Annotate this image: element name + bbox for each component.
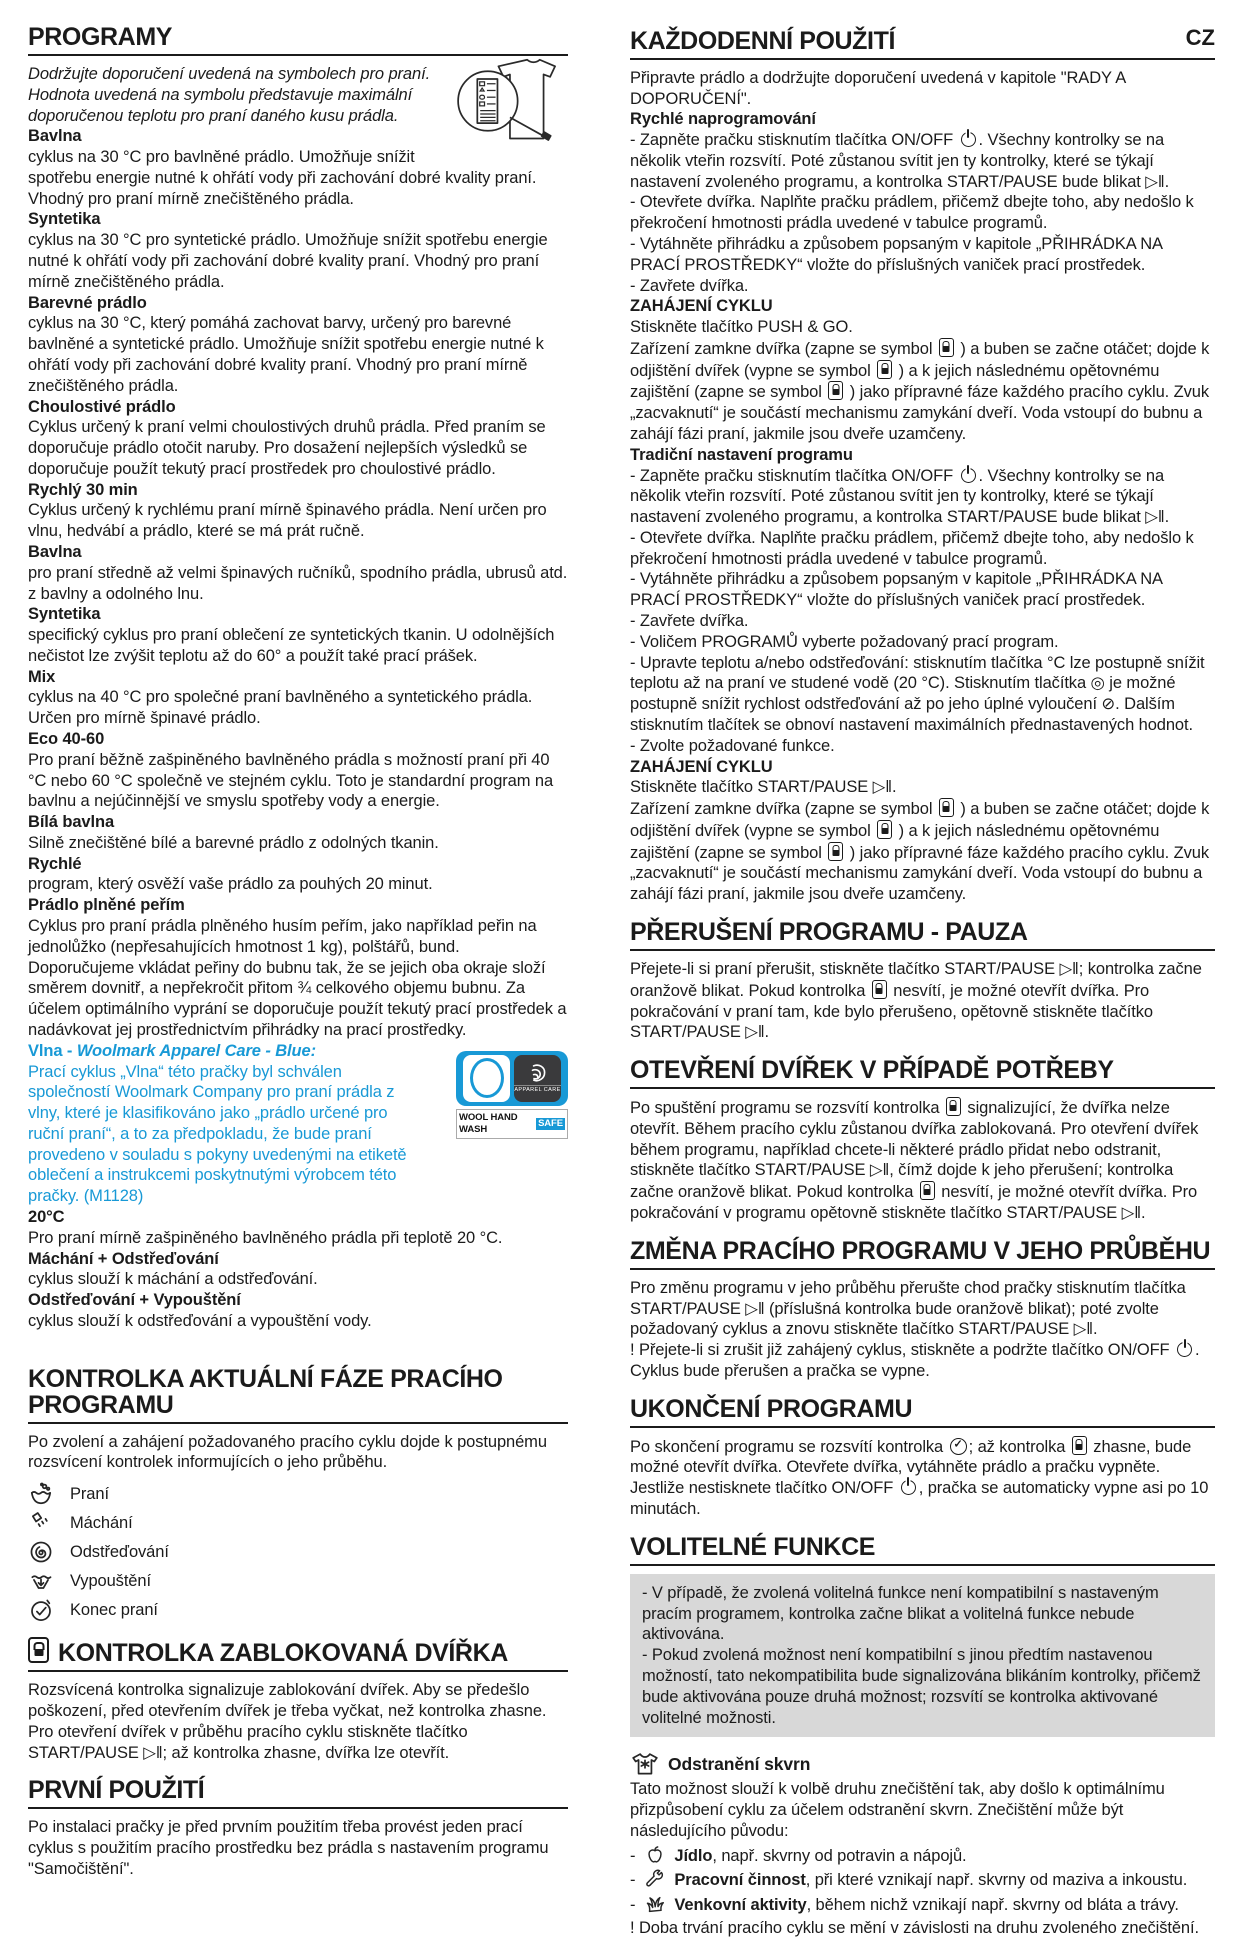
door-lock-section-title: KONTROLKA ZABLOKOVANÁ DVÍŘKA — [28, 1637, 568, 1672]
program-item: Eco 40-60 Pro praní běžně zašpiněného bavlněného prádla s možností praní při 40 °C nebo 60 °C společně ve stejném cyklu. Toto je standardní program na bavlnu a nejúčinnější ve smyslu spotřeby vody a energie. — [28, 730, 554, 811]
trad-step: - Upravte teplotu a/nebo odstřeďování: stisknutím tlačítka °C lze postupně snížit teplotu až na praní ve studené vodě (20 °C). Stisknutím tlačítka ◎ je možné postupně snížit rychlost odstřeďování až po jeho úplné vyloučení ⊘. Dalším stisknutím tlačítek se obnoví nastavení maximálních přednastavených hodnot. — [630, 653, 1205, 734]
first-use-title: PRVNÍ POUŽITÍ — [28, 1777, 568, 1809]
end-title: UKONČENÍ PROGRAMU — [630, 1396, 1215, 1428]
stain-intro: Tato možnost slouží k volbě druhu znečištění tak, aby došlo k optimálnímu přizpůsobení cyklu za účelem odstranění skvrn. Znečištění může být následujícího původu: — [630, 1780, 1165, 1840]
programs-title: PROGRAMY — [28, 24, 568, 56]
phase-section-intro: Po zvolení a zahájení požadovaného pracího cyklu dojde k postupnému rozsvícení kontrolek informujících o jeho průběhu. — [28, 1432, 547, 1472]
lock-icon — [872, 980, 887, 999]
cycle-start2-body: Zařízení zamkne dvířka (zapne se symbol ) a buben se začne otáčet; dojde k odjištění dvířek (vypne se symbol ) a k jejich následnému opětovnému zajištění (zapne se symbol ) jako přípravné fáze každého pracího cyklu. Zvuk „zacvaknutí“ je součástí mechanismu zamykání dveří. Voda vstoupí do bubnu a zahájí fázi praní, jakmile jsou dveře uzamčeny. — [630, 800, 1210, 904]
quick-step: - Zavřete dvířka. — [630, 276, 749, 295]
program-item: Syntetika cyklus na 30 °C pro syntetické prádlo. Umožňuje snížit spotřebu energie nutné k ohřátí vody při zachování dobré kvality praní. Vhodný pro praní mírně znečištěného prádla. — [28, 210, 548, 291]
care-label-tshirt-icon — [450, 54, 568, 150]
cycle-start-subhead: ZAHÁJENÍ CYKLU — [630, 297, 773, 316]
end-body: Po skončení programu se rozsvítí kontrolka ✓; až kontrolka zhasne, bude možné otevřít dvířka. Otevřete dvířka, vytáhněte prádlo a pračku vypněte. Jestliže nestisknete tlačítko ON/OFF , pračka se automaticky vypne asi po 10 minutách. — [630, 1436, 1215, 1520]
program-item: Prádlo plněné peřím Cyklus pro praní prádla plněného husím peřím, jako například peřin na jednolůžko (nepřesahujících hmotnost 1 kg), polštářů, bund. Doporučujeme vkládat peřiny do bubnu tak, že se jejich oba okraje složí směrem dovnitř, a nepřekročit přitom ¾ celkového objemu bubnu. Za účelem optimálního vyprání se doporučuje použít tekutý prací prostředek a nadávkovat jej prostřednictvím přihrádky na prací prostředky. — [28, 896, 567, 1039]
cycle-start2-subhead: ZAHÁJENÍ CYKLU — [630, 757, 773, 776]
trad-step: - Zavřete dvířka. — [630, 612, 749, 631]
country-code: CZ — [1185, 25, 1215, 50]
door-open-body: Po spuštění programu se rozsvítí kontrolka signalizující, že dvířka nelze otevřít. Během pracího cyklu zůstanou dvířka zablokovaná. Pro otevření dvířek během programu, například chcete-li některé prádlo přidat nebo odstranit, stiskněte tlačítko START/PAUSE ▷‖, čímž dojde k jeho přerušení; kontrolka začne oranžově blikat. Pokud kontrolka nesvítí, je možné otevřít dvířka. Pro pokračování v programu opětovně stiskněte tlačítko START/PAUSE ▷‖. — [630, 1099, 1199, 1222]
wool-hand-wash-label: WOOL HAND WASH SAFE — [456, 1109, 568, 1139]
stain-removal-head: Odstranění skvrn — [630, 1751, 1215, 1777]
phase-list — [28, 1481, 568, 1623]
lock-icon — [828, 842, 843, 861]
end-phase-icon — [28, 1597, 54, 1623]
spin-phase-icon — [28, 1539, 54, 1565]
change-note: ! Přejete-li si zrušit již zahájený cyklus, stiskněte a podržte tlačítko ON/OFF . Cyklus bude přerušen a pračka se vypne. — [630, 1341, 1200, 1380]
lock-icon — [939, 798, 954, 817]
lock-icon — [939, 338, 954, 357]
trad-step: - Zvolte požadované funkce. — [630, 736, 835, 755]
program-item: Rychlý 30 min Cyklus určený k rychlému praní mírně špinavého prádla. Není určen pro vlnu, hedvábí a prádlo, které se má prát ručně. — [28, 480, 547, 541]
woolmark-title: Vlna - Woolmark Apparel Care - Blue: — [28, 1041, 316, 1060]
quick-step: - Zapněte pračku stisknutím tlačítka ON/OFF . Všechny kontrolky se na několik vteřin rozsvítí. Poté zůstanou svítit jen ty kontrolky, které se týkají nastavení zvoleného programu, a kontrolka START/PAUSE bude blikat ▷‖. — [630, 131, 1170, 191]
stain-removal-icon — [630, 1751, 660, 1777]
pause-body: Přejete-li si praní přerušit, stiskněte tlačítko START/PAUSE ▷‖; kontrolka začne oranžově blikat. Pokud kontrolka nesvítí, je možné otevřít dvířka. Pro pokračování v praní tam, kde bylo přerušeno, opětovně stiskněte tlačítko START/PAUSE ▷‖. — [630, 959, 1202, 1042]
door-lock-body: Rozsvícená kontrolka signalizuje zablokování dvířek. Aby se předešlo poškození, před otevřením dvířek je třeba vyčkat, než kontrolka zhasne. Pro otevření dvířek v průběhu pracího cyklu stiskněte tlačítko START/PAUSE ▷‖; až kontrolka zhasne, dvířka lze otevřít. — [28, 1681, 547, 1762]
programs-intro: Dodržujte doporučení uvedená na symbolech pro praní. Hodnota uvedená na symbolu představuje maximální doporučenou teplotu pro praní daného kusu prádla. — [28, 65, 431, 125]
phase-row: Konec praní — [28, 1597, 568, 1623]
hand-wash-symbol-icon — [463, 1055, 510, 1102]
program-item: Rychlé program, který osvěží vaše prádlo za pouhých 20 minut. — [28, 854, 433, 894]
power-icon — [1177, 1342, 1192, 1357]
door-open-title: OTEVŘENÍ DVÍŘEK V PŘÍPADĚ POTŘEBY — [630, 1057, 1215, 1089]
program-item: Máchání + Odstřeďování cyklus slouží k máchání a odstřeďování. — [28, 1249, 318, 1289]
trad-step: - Otevřete dvířka. Naplňte pračku prádlem, přičemž dbejte toho, aby nedošlo k překročení hmotnosti prádla uvedené v tabulce programů. — [630, 528, 1194, 568]
left-column — [28, 23, 568, 1878]
stain-type-work: - Pracovní činnost, při které vznikají např. skvrny od maziva a inkoustu. — [630, 1868, 1215, 1891]
lock-icon — [877, 360, 892, 379]
work-wrench-icon — [644, 1868, 666, 1890]
change-title: ZMĚNA PRACÍHO PROGRAMU V JEHO PRŮBĚHU — [630, 1238, 1215, 1270]
options-title: VOLITELNÉ FUNKCE — [630, 1534, 1215, 1566]
phase-row: Vypouštění — [28, 1568, 568, 1594]
lock-icon — [920, 1181, 935, 1200]
apparel-care-label: APPAREL CARE — [514, 1087, 561, 1094]
phase-row: Praní — [28, 1481, 568, 1507]
woolmark-logo — [456, 1051, 568, 1139]
pause-title: PŘERUŠENÍ PROGRAMU - PAUZA — [630, 919, 1215, 951]
options-note-box: - V případě, že zvolená volitelná funkce není kompatibilní s nastaveným pracím programem, kontrolka začne blikat a volitelná funkce nebude aktivována. - Pokud zvolená možnost není kompatibilní s jinou předtím nastavenou možností, tato nekompatibilita bude signalizována blikáním kontrolky, přičemž bude aktivována pouze druhá možnost; rozsvítí se kontrolka aktivované volitelné možnosti. — [630, 1574, 1215, 1737]
outdoor-grass-icon — [644, 1893, 666, 1915]
daily-title: KAŽDODENNÍ POUŽITÍ — [630, 26, 896, 55]
daily-intro: Připravte prádlo a dodržujte doporučení uvedená v kapitole "RADY A DOPORUČENÍ". — [630, 68, 1126, 108]
phase-section-title: KONTROLKA AKTUÁLNÍ FÁZE PRACÍHO PROGRAMU — [28, 1366, 568, 1424]
right-column — [630, 24, 1215, 1937]
power-icon — [961, 132, 976, 147]
change-body: Pro změnu programu v jeho průběhu přerušte chod pračky stisknutím tlačítka START/PAUSE ▷‖ (příslušná kontrolka bude oranžově blikat); poté zvolte požadovaný cyklus a znovu stiskněte tlačítko START/PAUSE ▷‖. — [630, 1278, 1186, 1339]
door-lock-icon — [28, 1637, 49, 1663]
stain-type-food: - Jídlo, např. skvrny od potravin a nápojů. — [630, 1844, 1215, 1867]
quick-step: - Vytáhněte přihrádku a způsobem popsaným v kapitole „PŘIHRÁDKA NA PRACÍ PROSTŘEDKY“ vložte do příslušných vaniček prací prostředek. — [630, 234, 1163, 274]
program-item: Choulostivé prádlo Cyklus určený k praní velmi choulostivých druhů prádla. Před praním se doporučuje prádlo otočit naruby. Pro dosažení nejlepších výsledků se doporučuje použít tekutý prací prostředek pro choulostivé prádlo. — [28, 397, 546, 478]
lock-icon — [1072, 1436, 1087, 1455]
check-icon — [950, 1438, 967, 1455]
quick-setup-subhead: Rychlé naprogramování — [630, 110, 816, 129]
trad-step: - Zapněte pračku stisknutím tlačítka ON/OFF . Všechny kontrolky se na několik vteřin rozsvítí. Poté zůstanou svítit jen ty kontrolky, které se týkají nastavení zvoleného programu, a kontrolka START/PAUSE bude blikat ▷‖. — [630, 466, 1170, 527]
woolmark-apparel-care-icon — [514, 1055, 561, 1102]
daily-title-row — [630, 24, 1215, 60]
phase-row: Odstřeďování — [28, 1539, 568, 1565]
traditional-subhead: Tradiční nastavení programu — [630, 445, 853, 464]
woolmark-spiral-icon — [527, 1062, 549, 1084]
program-item: Barevné prádlo cyklus na 30 °C, který pomáhá zachovat barvy, určený pro barevné bavlněné a syntetické prádlo. Umožňuje snížit spotřebu energie nutné k ohřátí vody při zachování dobré kvality praní. Vhodný pro praní mírně znečištěného prádla. — [28, 293, 544, 395]
stain-type-outdoor: - Venkovní aktivity, během nichž vznikají např. skvrny od bláta a trávy. — [630, 1893, 1215, 1916]
lock-icon — [877, 820, 892, 839]
woolmark-desc: Prací cyklus „Vlna“ této pračky byl schválen společností Woolmark Company pro praní prádla z vlny, které je klasifikováno jako „prádlo určené pro ruční praní“, a to za předpokladu, že bude praní provedeno v souladu s pokyny uvedenými na etiketě oblečení a instrukcemi poskytnutými výrobcem této pračky. (M1128) — [28, 1062, 407, 1206]
woolmark-section — [28, 1041, 568, 1207]
trad-step: - Voličem PROGRAMŮ vyberte požadovaný prací program. — [630, 632, 1059, 651]
cycle-start-body: Zařízení zamkne dvířka (zapne se symbol ) a buben se začne otáčet; dojde k odjištění dvířek (vypne se symbol ) a k jejich následnému opětovnému zajištění (zapne se symbol ) jako přípravné fáze každého pracího cyklu. Zvuk „zacvaknutí“ je součástí mechanismu zamykání dveří. Voda vstoupí do bubnu a zahájí fázi praní, jakmile jsou dveře uzamčeny. — [630, 339, 1210, 443]
first-use-body: Po instalaci pračky je před prvním použitím třeba provést jeden prací cyklus s použitím pracího prostředku bez prádla s nastavením programu "Samočištění". — [28, 1818, 549, 1878]
drain-phase-icon — [28, 1568, 54, 1594]
stain-note: ! Doba trvání pracího cyklu se mění v závislosti na druhu zvoleného znečištění. — [630, 1918, 1199, 1937]
push-go-step: Stiskněte tlačítko PUSH & GO. — [630, 318, 853, 337]
program-item: Syntetika specifický cyklus pro praní oblečení ze syntetických tkanin. U odolnějších nečistot lze zvýšit teplotu až do 60° a použít také prací prášek. — [28, 605, 555, 665]
quick-step: - Otevřete dvířka. Naplňte pračku prádlem, přičemž dbejte toho, aby nedošlo k překročení hmotnosti prádla uvedené v tabulce programů. — [630, 193, 1194, 233]
phase-row: Máchání — [28, 1510, 568, 1536]
program-item: Bílá bavlna Silně znečištěné bílé a barevné prádlo z odolných tkanin. — [28, 813, 439, 852]
food-icon — [644, 1844, 666, 1866]
safe-badge: SAFE — [538, 1117, 563, 1129]
rinse-phase-icon — [28, 1510, 54, 1536]
start-pause-step: Stiskněte tlačítko START/PAUSE ▷‖. — [630, 778, 897, 797]
trad-step: - Vytáhněte přihrádku a způsobem popsaným v kapitole „PŘIHRÁDKA NA PRACÍ PROSTŘEDKY“ vložte do příslušných vaniček prací prostředek. — [630, 570, 1163, 610]
wash-phase-icon — [28, 1481, 54, 1507]
program-item: Mix cyklus na 40 °C pro společné praní bavlněného a syntetického prádla. Určen pro mírně špinavé prádlo. — [28, 667, 533, 728]
program-item: Odstřeďování + Vypouštění cyklus slouží k odstřeďování a vypouštění vody. — [28, 1291, 372, 1330]
power-icon — [961, 468, 976, 483]
program-item: 20°C Pro praní mírně zašpiněného bavlněného prádla při teplotě 20 °C. — [28, 1207, 503, 1247]
lock-icon — [828, 381, 843, 400]
power-icon — [901, 1480, 916, 1495]
program-item: Bavlna cyklus na 30 °C pro bavlněné prádlo. Umožňuje snížit spotřebu energie nutné k ohřátí vody při zachování dobré kvality praní. Vhodný pro praní mírně znečištěného prádla. — [28, 127, 537, 208]
program-item: Bavlna pro praní středně až velmi špinavých ručníků, spodního prádla, ubrusů atd. z bavlny a odolného lnu. — [28, 542, 568, 603]
lock-icon — [946, 1097, 961, 1116]
